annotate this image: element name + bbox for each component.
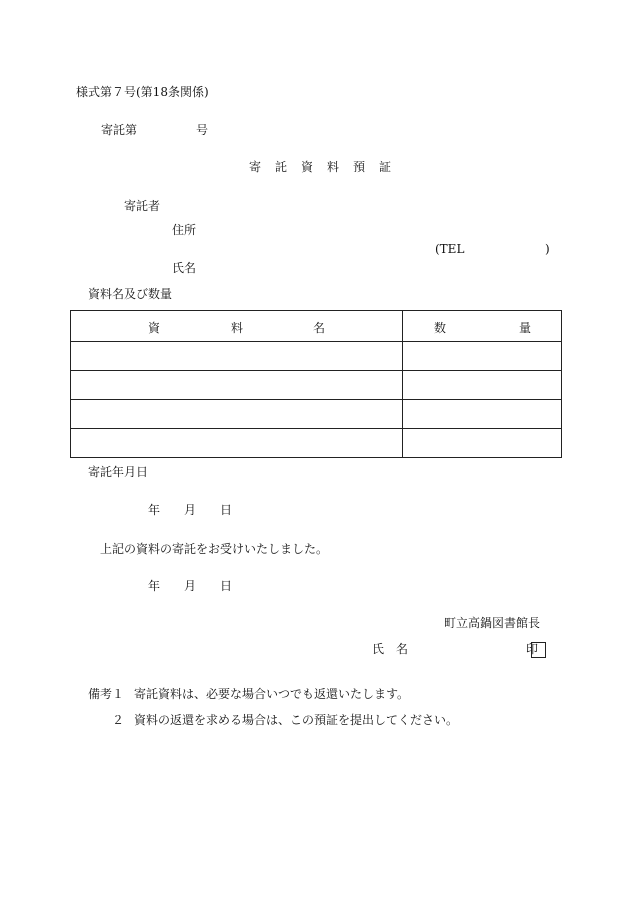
receipt-date-year: 年	[148, 579, 161, 593]
table-header-row	[71, 311, 562, 342]
material-name-cell[interactable]	[71, 429, 403, 458]
table-row	[71, 371, 562, 400]
quantity-cell[interactable]	[403, 371, 562, 400]
note-item-1: 寄託資料は、必要な場合いつでも返還いたします。	[134, 687, 410, 701]
tel-close: )	[545, 242, 550, 256]
header-char: 量	[519, 321, 532, 335]
table-row	[71, 342, 562, 371]
name-label: 氏名	[172, 261, 197, 275]
receipt-date-day: 日	[220, 579, 233, 593]
depositor-label: 寄託者	[124, 199, 161, 213]
note-item-2: 資料の返還を求める場合は、この預証を提出してください。	[134, 713, 459, 727]
form-number: 様式第７号(第18条関係)	[76, 85, 209, 99]
deposit-date-label: 寄託年月日	[88, 465, 149, 479]
header-char: 資	[148, 321, 161, 335]
deposit-date-year: 年	[148, 503, 161, 517]
issuer-title: 町立高鍋図書館長	[444, 616, 541, 630]
deposit-number-suffix: 号	[196, 123, 209, 137]
issuer-name-label: 氏 名	[372, 642, 409, 656]
receipt-date-month: 月	[184, 579, 197, 593]
header-char: 料	[231, 321, 244, 335]
quantity-cell[interactable]	[403, 400, 562, 429]
items-table	[70, 310, 562, 458]
quantity-cell[interactable]	[403, 429, 562, 458]
table-row	[71, 429, 562, 458]
deposit-number-prefix: 寄託第	[101, 123, 138, 137]
material-name-cell[interactable]	[71, 400, 403, 429]
notes-label: 備考１	[88, 687, 125, 701]
material-name-cell[interactable]	[71, 342, 403, 371]
header-char: 名	[313, 321, 326, 335]
material-name-cell[interactable]	[71, 371, 403, 400]
header-material-name	[71, 311, 403, 342]
table-row	[71, 400, 562, 429]
document-title: 寄 託 資 料 預 証	[249, 160, 393, 174]
address-label: 住所	[172, 223, 197, 237]
seal-label: 印	[526, 642, 539, 656]
quantity-cell[interactable]	[403, 342, 562, 371]
tel-open: (TEL	[435, 242, 465, 256]
seal-box	[531, 642, 546, 658]
header-char: 数	[434, 321, 447, 335]
deposit-date-month: 月	[184, 503, 197, 517]
note-item-2-number: ２	[112, 713, 125, 727]
receipt-statement: 上記の資料の寄託をお受けいたしました。	[100, 542, 329, 556]
header-quantity	[403, 311, 562, 342]
deposit-date-day: 日	[220, 503, 233, 517]
items-section-label: 資料名及び数量	[88, 287, 173, 301]
